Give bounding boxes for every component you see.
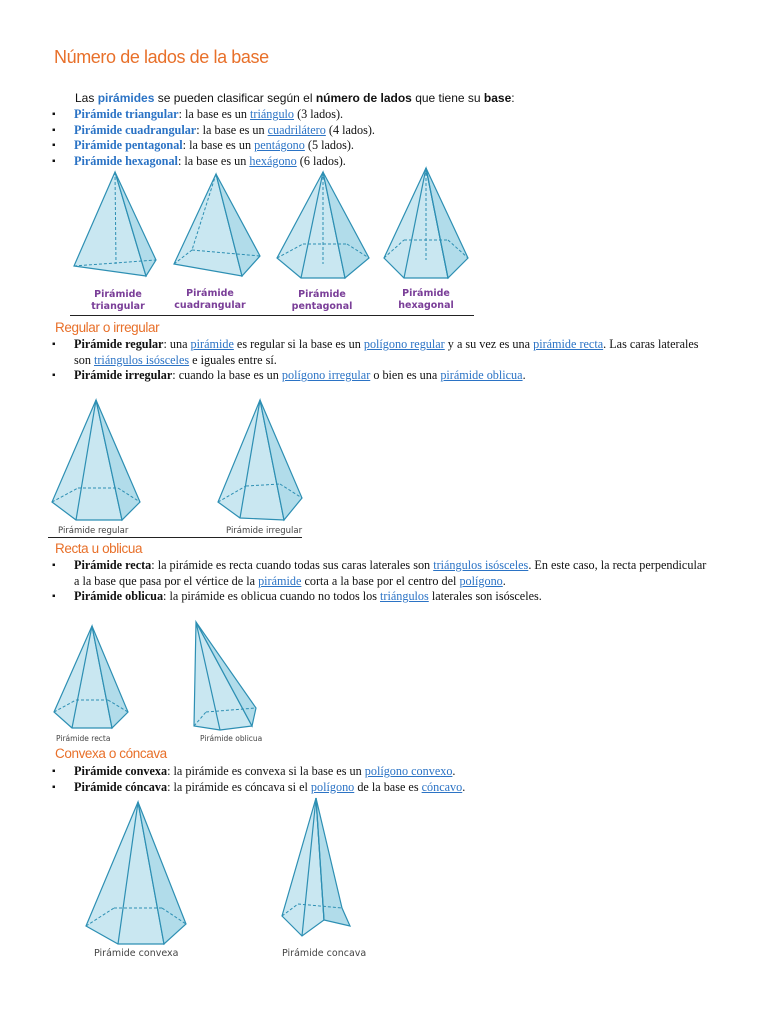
triangular-pyramid-figure: [70, 168, 160, 286]
label-regular: Pirámide regular: [58, 526, 129, 536]
concave-pyramid-figure: [278, 796, 354, 946]
right-pyramid-figure: [50, 624, 130, 732]
label-convexa: Pirámide convexa: [94, 948, 179, 959]
item-text: .: [522, 368, 526, 383]
link-piramide-recta[interactable]: pirámide recta: [533, 337, 604, 351]
term-recta: Pirámide recta: [74, 558, 152, 572]
square-pyramid-figure: [170, 170, 265, 288]
recta-list: [0, 558, 714, 605]
link-poligono-regular[interactable]: polígono regular: [363, 337, 445, 351]
item-text: . En este caso, la recta perpendicular a la base que pasa por el vértice de la: [74, 558, 707, 588]
item-text: e iguales entre sí.: [189, 352, 277, 367]
label-cuadrangular: [170, 288, 250, 312]
item-text: (4 lados).: [325, 122, 375, 137]
list-item: [0, 780, 714, 796]
link-piramide[interactable]: pirámide: [190, 337, 234, 351]
term-triangular: Pirámide triangular: [74, 107, 179, 121]
term-cuadrangular: Pirámide cuadrangular: [74, 122, 197, 137]
intro-part: :: [511, 91, 515, 105]
item-text: o bien es una: [370, 368, 441, 383]
link-hexagono[interactable]: hexágono: [249, 153, 297, 168]
section-title-recta: Recta u oblicua: [55, 541, 143, 556]
term-hexagonal: Pirámide hexagonal: [74, 153, 178, 168]
hexagonal-pyramid-figure: [378, 166, 473, 290]
term-pentagonal: Pirámide pentagonal: [74, 138, 183, 153]
item-text: (5 lados).: [304, 138, 354, 153]
intro-bold: número de lados: [315, 91, 412, 105]
label-concava: Pirámide concava: [282, 948, 367, 959]
label-line: cuadrangular: [174, 300, 246, 311]
term-concava: Pirámide cóncava: [74, 779, 168, 794]
divider-line: [70, 315, 474, 316]
link-poligono[interactable]: polígono: [310, 779, 355, 794]
item-text: .: [462, 779, 466, 794]
link-piramides[interactable]: pirámides: [97, 91, 155, 105]
item-text: .: [452, 764, 456, 778]
item-text: : una: [163, 337, 191, 351]
irregular-pyramid-figure: [214, 398, 306, 524]
item-text: : la base es un: [177, 153, 250, 168]
list-item: [0, 123, 714, 139]
item-text: y a su vez es una: [444, 337, 534, 351]
link-cuadrilatero[interactable]: cuadrilátero: [267, 122, 326, 137]
item-text: : la pirámide es cóncava si el: [167, 779, 311, 794]
item-text: : la pirámide es oblicua cuando no todos los: [163, 589, 381, 604]
item-text: corta a la base por el centro del: [301, 573, 460, 588]
item-text: : la base es un: [178, 107, 251, 121]
label-pentagonal: [282, 289, 362, 313]
link-poligono-irregular[interactable]: polígono irregular: [281, 368, 371, 383]
link-triangulos[interactable]: triángulos: [380, 589, 429, 604]
link-triangulos-isosceles[interactable]: triángulos isósceles: [433, 558, 529, 572]
term-convexa: Pirámide convexa: [74, 764, 168, 778]
oblique-pyramid-figure: [192, 620, 262, 732]
term-oblicua: Pirámide oblicua: [74, 589, 164, 604]
intro-part: se pueden clasificar según el: [154, 91, 316, 105]
list-item: [0, 589, 714, 605]
list-item: [0, 558, 714, 589]
label-recta: Pirámide recta: [56, 734, 111, 743]
label-line: Pirámide: [94, 289, 142, 300]
link-pentagono[interactable]: pentágono: [254, 138, 305, 153]
item-text: (3 lados).: [294, 107, 344, 121]
link-poligono[interactable]: polígono: [459, 573, 503, 588]
label-irregular: Pirámide irregular: [226, 526, 303, 536]
intro-part: Las: [75, 91, 98, 105]
convexa-list: [0, 764, 714, 795]
item-text: es regular si la base es un: [233, 337, 364, 351]
label-line: hexagonal: [398, 300, 454, 311]
item-text: : la pirámide es recta cuando todas sus caras laterales son: [151, 558, 434, 572]
base-sides-list: [0, 107, 714, 169]
label-line: Pirámide: [402, 288, 450, 299]
list-item: [0, 368, 714, 384]
label-oblicua: Pirámide oblicua: [200, 734, 263, 743]
section-title-numero-lados: Número de lados de la base: [54, 47, 269, 67]
label-line: triangular: [91, 301, 145, 312]
list-item: [0, 337, 714, 368]
divider-line: [48, 537, 302, 538]
item-text: : la base es un: [196, 122, 268, 137]
label-line: Pirámide: [186, 288, 234, 299]
item-text: : cuando la base es un: [172, 368, 282, 383]
link-piramide[interactable]: pirámide: [258, 573, 302, 588]
list-item: [0, 764, 714, 780]
convex-pyramid-figure: [82, 800, 190, 946]
section-title-regular: Regular o irregular: [55, 320, 160, 335]
label-line: Pirámide: [298, 289, 346, 300]
link-concavo[interactable]: cóncavo: [421, 779, 463, 794]
section-title-convexa: Convexa o cóncava: [55, 746, 167, 761]
intro-bold: base: [483, 91, 512, 105]
label-triangular: [78, 289, 158, 313]
link-poligono-convexo[interactable]: polígono convexo: [364, 764, 453, 778]
item-text: : la base es un: [182, 138, 255, 153]
item-text: . Las caras laterales son: [74, 337, 699, 367]
regular-list: [0, 337, 714, 384]
intro-text: [75, 91, 515, 105]
item-text: de la base es: [354, 779, 422, 794]
link-triangulo[interactable]: triángulo: [250, 107, 295, 121]
term-regular: Pirámide regular: [74, 337, 164, 351]
term-irregular: Pirámide irregular: [74, 368, 173, 383]
pentagonal-pyramid-figure: [273, 168, 373, 290]
intro-part: que tiene su: [411, 91, 484, 105]
item-text: (6 lados).: [296, 153, 346, 168]
link-triangulos-isosceles[interactable]: triángulos isósceles: [93, 352, 190, 367]
item-text: laterales son isósceles.: [428, 589, 542, 604]
item-text: : la pirámide es convexa si la base es un: [167, 764, 365, 778]
link-piramide-oblicua[interactable]: pirámide oblicua: [440, 368, 523, 383]
label-line: pentagonal: [291, 301, 353, 312]
list-item: [0, 138, 714, 154]
list-item: [0, 107, 714, 123]
label-hexagonal: [386, 288, 466, 312]
regular-pyramid-figure: [48, 398, 143, 524]
item-text: .: [502, 573, 506, 588]
